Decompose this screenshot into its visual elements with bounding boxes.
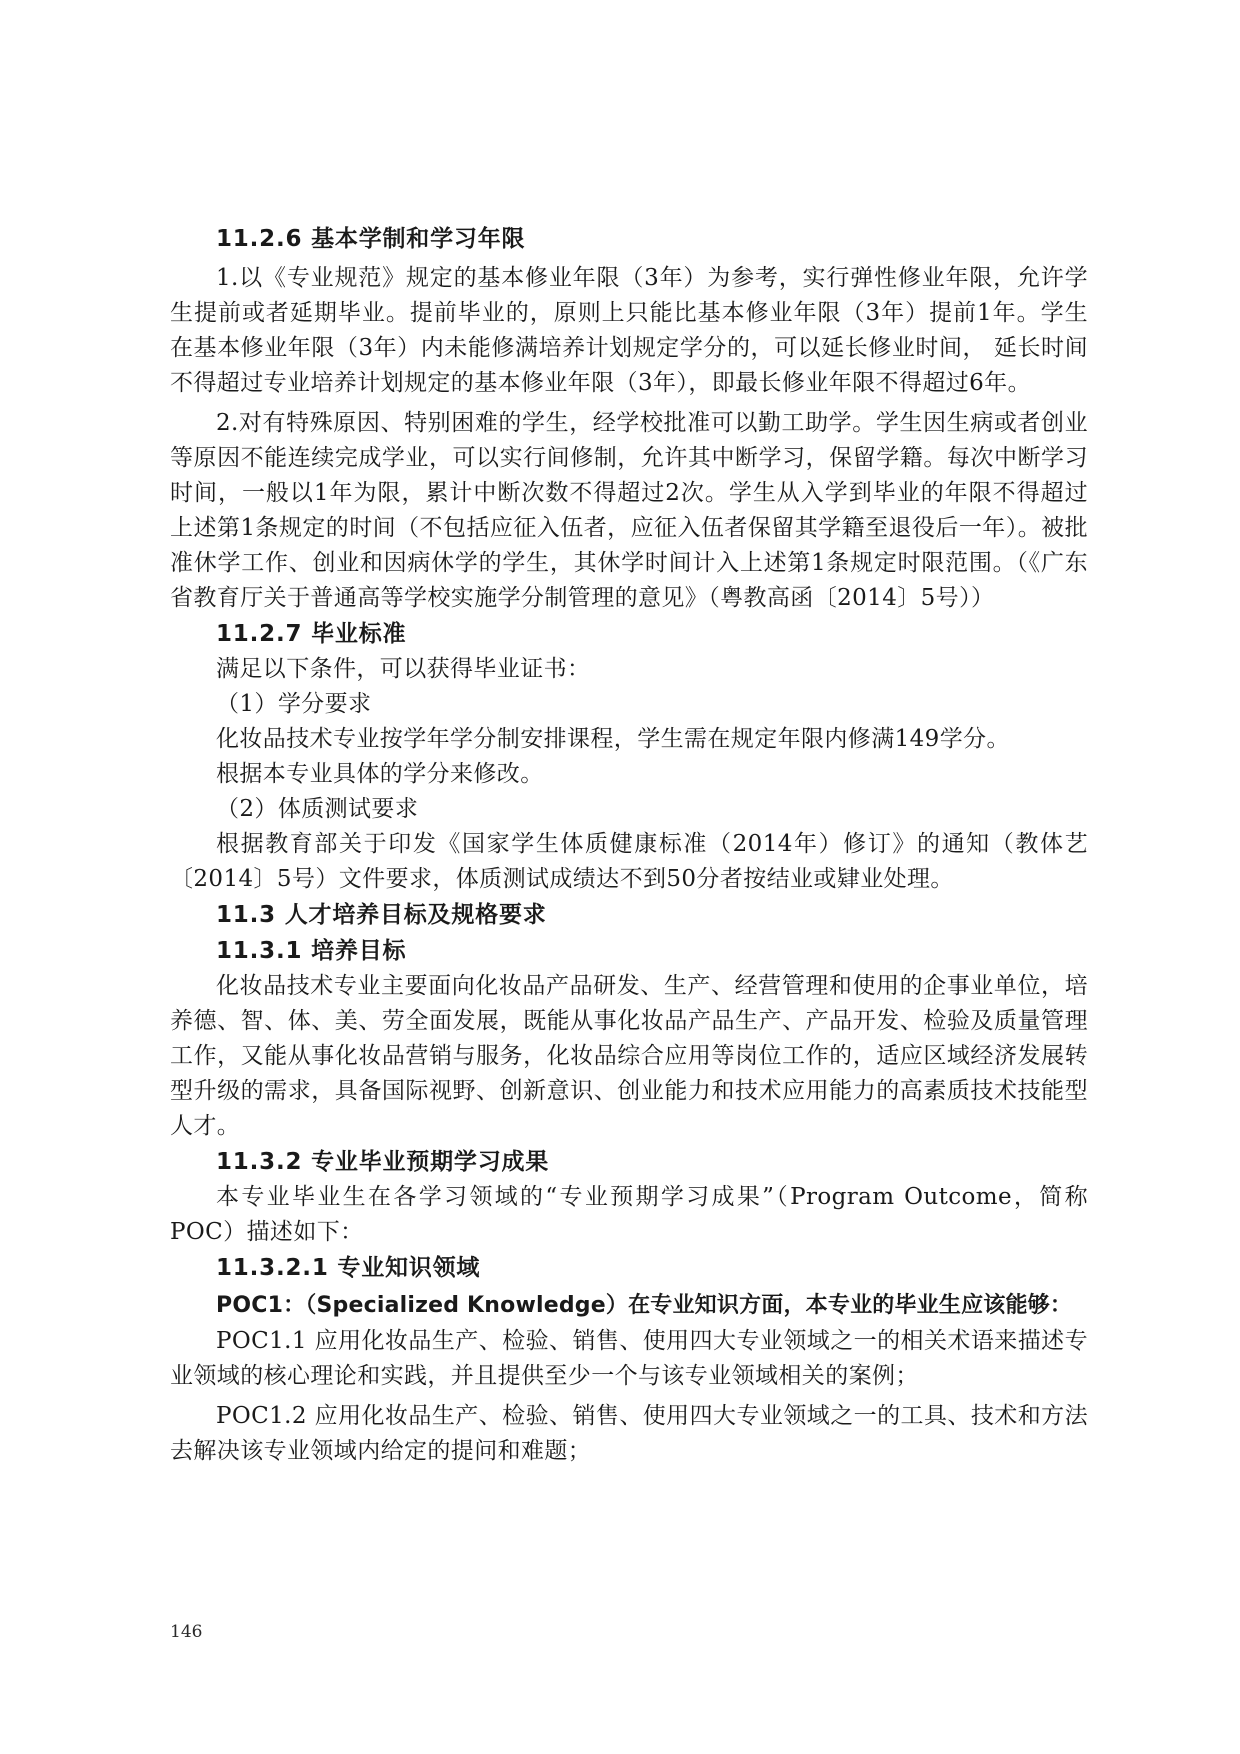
paragraph-suspension-rules: 2.对有特殊原因、特别困难的学生，经学校批准可以勤工助学。学生因生病或者创业等原因不能连续完成学业，可以实行间修制，允许其中断学习，保留学籍。每次中断学习时间，一般以1年为限，累计中断次数不得超过2次。学生从入学到毕业的年限不得超过上述第1条规定的时间（不包括应征入伍者，应征入伍者保留其学籍至退役后一年）。被批准休学工作、创业和因病休学的学生，其休学时间计入上述第1条规定时限范围。（《广东省教育厅关于普通高等学校实施学分制管理的意见》（粤教高函〔2014〕5号）） (170, 410, 1088, 611)
paragraph-poc1-1: POC1.1 应用化妆品生产、检验、销售、使用四大专业领域之一的相关术语来描述专业领域的核心理论和实践，并且提供至少一个与该专业领域相关的案例； (170, 1328, 1088, 1389)
paragraph-physical-test: 根据教育部关于印发《国家学生体质健康标准（2014年）修订》的通知（教体艺〔2014〕5号）文件要求，体质测试成绩达不到50分者按结业或肄业处理。 (170, 831, 1088, 892)
credit-requirement-label: （1）学分要求 (216, 691, 372, 717)
section-heading-11-3-2-1: 11.3.2.1 专业知识领域 (216, 1255, 481, 1281)
section-heading-11-3-2: 11.3.2 专业毕业预期学习成果 (216, 1149, 550, 1175)
section-heading-11-3-1: 11.3.1 培养目标 (216, 938, 407, 964)
physical-test-label: （2）体质测试要求 (216, 796, 419, 822)
credit-modify-note: 根据本专业具体的学分来修改。 (216, 761, 544, 787)
poc1-title: POC1：（Specialized Knowledge）在专业知识方面，本专业的毕业生应该能够： (216, 1293, 1073, 1318)
paragraph-training-goal: 化妆品技术专业主要面向化妆品产品研发、生产、经营管理和使用的企事业单位，培养德、智、体、美、劳全面发展，既能从事化妆品产品生产、产品开发、检验及质量管理工作，又能从事化妆品营销与服务，化妆品综合应用等岗位工作的，适应区域经济发展转型升级的需求，具备国际视野、创新意识、创业能力和技术应用能力的高素质技术技能型人才。 (170, 973, 1088, 1139)
credit-requirement-text: 化妆品技术专业按学年学分制安排课程，学生需在规定年限内修满149学分。 (216, 726, 1010, 752)
paragraph-poc1-2: POC1.2 应用化妆品生产、检验、销售、使用四大专业领域之一的工具、技术和方法去解决该专业领域内给定的提问和难题； (170, 1403, 1088, 1464)
page-number: 146 (170, 1622, 203, 1642)
section-heading-11-2-7: 11.2.7 毕业标准 (216, 621, 407, 647)
paragraph-flexible-study-years: 1.以《专业规范》规定的基本修业年限（3年）为参考，实行弹性修业年限，允许学生提前或者延期毕业。提前毕业的，原则上只能比基本修业年限（3年）提前1年。学生在基本修业年限（3年）内未能修满培养计划规定学分的，可以延长修业时间， 延长时间不得超过专业培养计划规定的基本修业年限（3年），即最长修业年限不得超过6年。 (170, 265, 1088, 396)
graduation-conditions-intro: 满足以下条件，可以获得毕业证书： (216, 656, 591, 682)
section-heading-11-2-6: 11.2.6 基本学制和学习年限 (216, 226, 526, 252)
section-heading-11-3: 11.3 人才培养目标及规格要求 (216, 902, 547, 928)
paragraph-poc-intro: 本专业毕业生在各学习领域的“专业预期学习成果”（Program Outcome，简称POC）描述如下： (170, 1184, 1088, 1245)
document-body (170, 221, 1088, 1469)
